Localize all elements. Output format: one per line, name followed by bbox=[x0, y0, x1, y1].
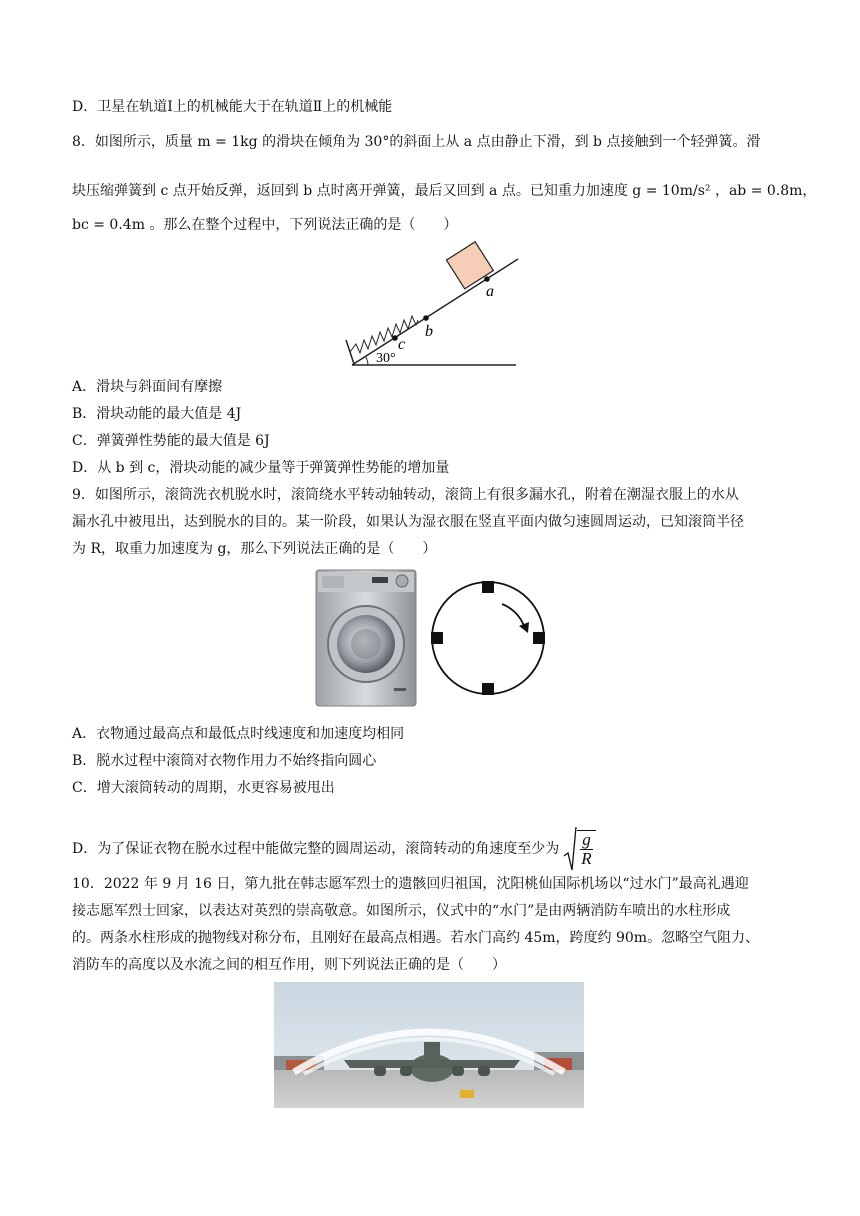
q10-stem-line-2: 接志愿军烈士回家，以表达对英烈的崇高敬意。如图所示，仪式中的“水门”是由两辆消防车喷出的水柱形成 bbox=[72, 903, 731, 919]
radical-sign bbox=[563, 826, 577, 872]
label-b: b bbox=[425, 323, 433, 340]
angle-arc bbox=[365, 356, 368, 365]
q8-option-b: B．滑块动能的最大值是 4J bbox=[72, 406, 242, 422]
q9-option-d bbox=[72, 826, 596, 872]
q8-option-a: A．滑块与斜面间有摩擦 bbox=[72, 379, 223, 395]
sliding-block bbox=[446, 242, 493, 289]
q9-stem-line-3: 为 R，取重力加速度为 g，那么下列说法正确的是（ ） bbox=[72, 541, 437, 557]
q7-option-d: D．卫星在轨道Ⅰ上的机械能大于在轨道Ⅱ上的机械能 bbox=[72, 99, 393, 115]
label-a: a bbox=[486, 283, 494, 300]
water-gate-photo bbox=[274, 982, 584, 1108]
q10-stem-line-4: 消防车的高度以及水流之间的相互作用，则下列说法正确的是（ ） bbox=[72, 957, 506, 973]
q10-stem-line-3: 的。两条水柱形成的抛物线对称分布，且刚好在最高点相遇。若水门高约 45m，跨度约 90m。忽略空气阻力、 bbox=[72, 930, 760, 946]
q9-option-c: C．增大滚筒转动的周期，水更容易被甩出 bbox=[72, 780, 335, 796]
hole-left bbox=[431, 632, 443, 644]
q9-option-d-text: D．为了保证衣物在脱水过程中能做完整的圆周运动，滚筒转动的角速度至少为 bbox=[72, 841, 560, 857]
washing-machine-image bbox=[314, 568, 418, 708]
hole-top bbox=[482, 581, 494, 593]
q10-stem-line-1: 10．2022 年 9 月 16 日，第九批在韩志愿军烈士的遗骸回归祖国，沈阳桃仙国际机场以“过水门”最高礼遇迎 bbox=[72, 876, 749, 892]
angle-label: 30° bbox=[376, 351, 396, 366]
q9-stem-line-1: 9．如图所示，滚筒洗衣机脱水时，滚筒绕水平转动轴转动，滚筒上有很多漏水孔，附着在潮湿衣服上的水从 bbox=[72, 487, 739, 503]
sqrt-expression bbox=[563, 826, 596, 872]
incline-spring-diagram bbox=[338, 240, 528, 370]
q8-stem-line-1: 8．如图所示，质量 m = 1kg 的滑块在倾角为 30°的斜面上从 a 点由静止下滑，到 b 点接触到一个轻弹簧。滑 bbox=[72, 134, 761, 150]
incline-line bbox=[352, 259, 518, 365]
drum-diagram bbox=[428, 578, 548, 698]
q8-stem-line-2: 块压缩弹簧到 c 点开始反弹，返回到 b 点时离开弹簧，最后又回到 a 点。已知重力加速度 g = 10m/s² ，ab = 0.8m， bbox=[72, 183, 817, 199]
point-c bbox=[392, 335, 398, 341]
q9-option-a: A．衣物通过最高点和最低点时线速度和加速度均相同 bbox=[72, 726, 405, 742]
hole-right bbox=[533, 632, 545, 644]
q9-option-b: B．脱水过程中滚筒对衣物作用力不始终指向圆心 bbox=[72, 753, 377, 769]
q8-stem-line-3: bc = 0.4m 。那么在整个过程中，下列说法正确的是（ ） bbox=[72, 217, 458, 233]
fraction-numerator: g bbox=[582, 830, 591, 849]
q9-stem-line-2: 漏水孔中被甩出，达到脱水的目的。某一阶段，如果认为湿衣服在竖直平面内做匀速圆周运动，已知滚筒半径 bbox=[72, 514, 744, 530]
label-c: c bbox=[398, 336, 406, 353]
drum-circle bbox=[432, 582, 544, 694]
lead-vehicle bbox=[460, 1090, 474, 1098]
point-a bbox=[484, 276, 490, 282]
q8-option-c: C．弹簧弹性势能的最大值是 6J bbox=[72, 433, 270, 449]
hole-bottom bbox=[482, 683, 494, 695]
spring bbox=[350, 316, 418, 353]
point-b bbox=[423, 315, 429, 321]
q8-option-d: D．从 b 到 c，滑块动能的减少量等于弹簧弹性势能的增加量 bbox=[72, 460, 450, 476]
fraction-denominator: R bbox=[581, 849, 592, 868]
